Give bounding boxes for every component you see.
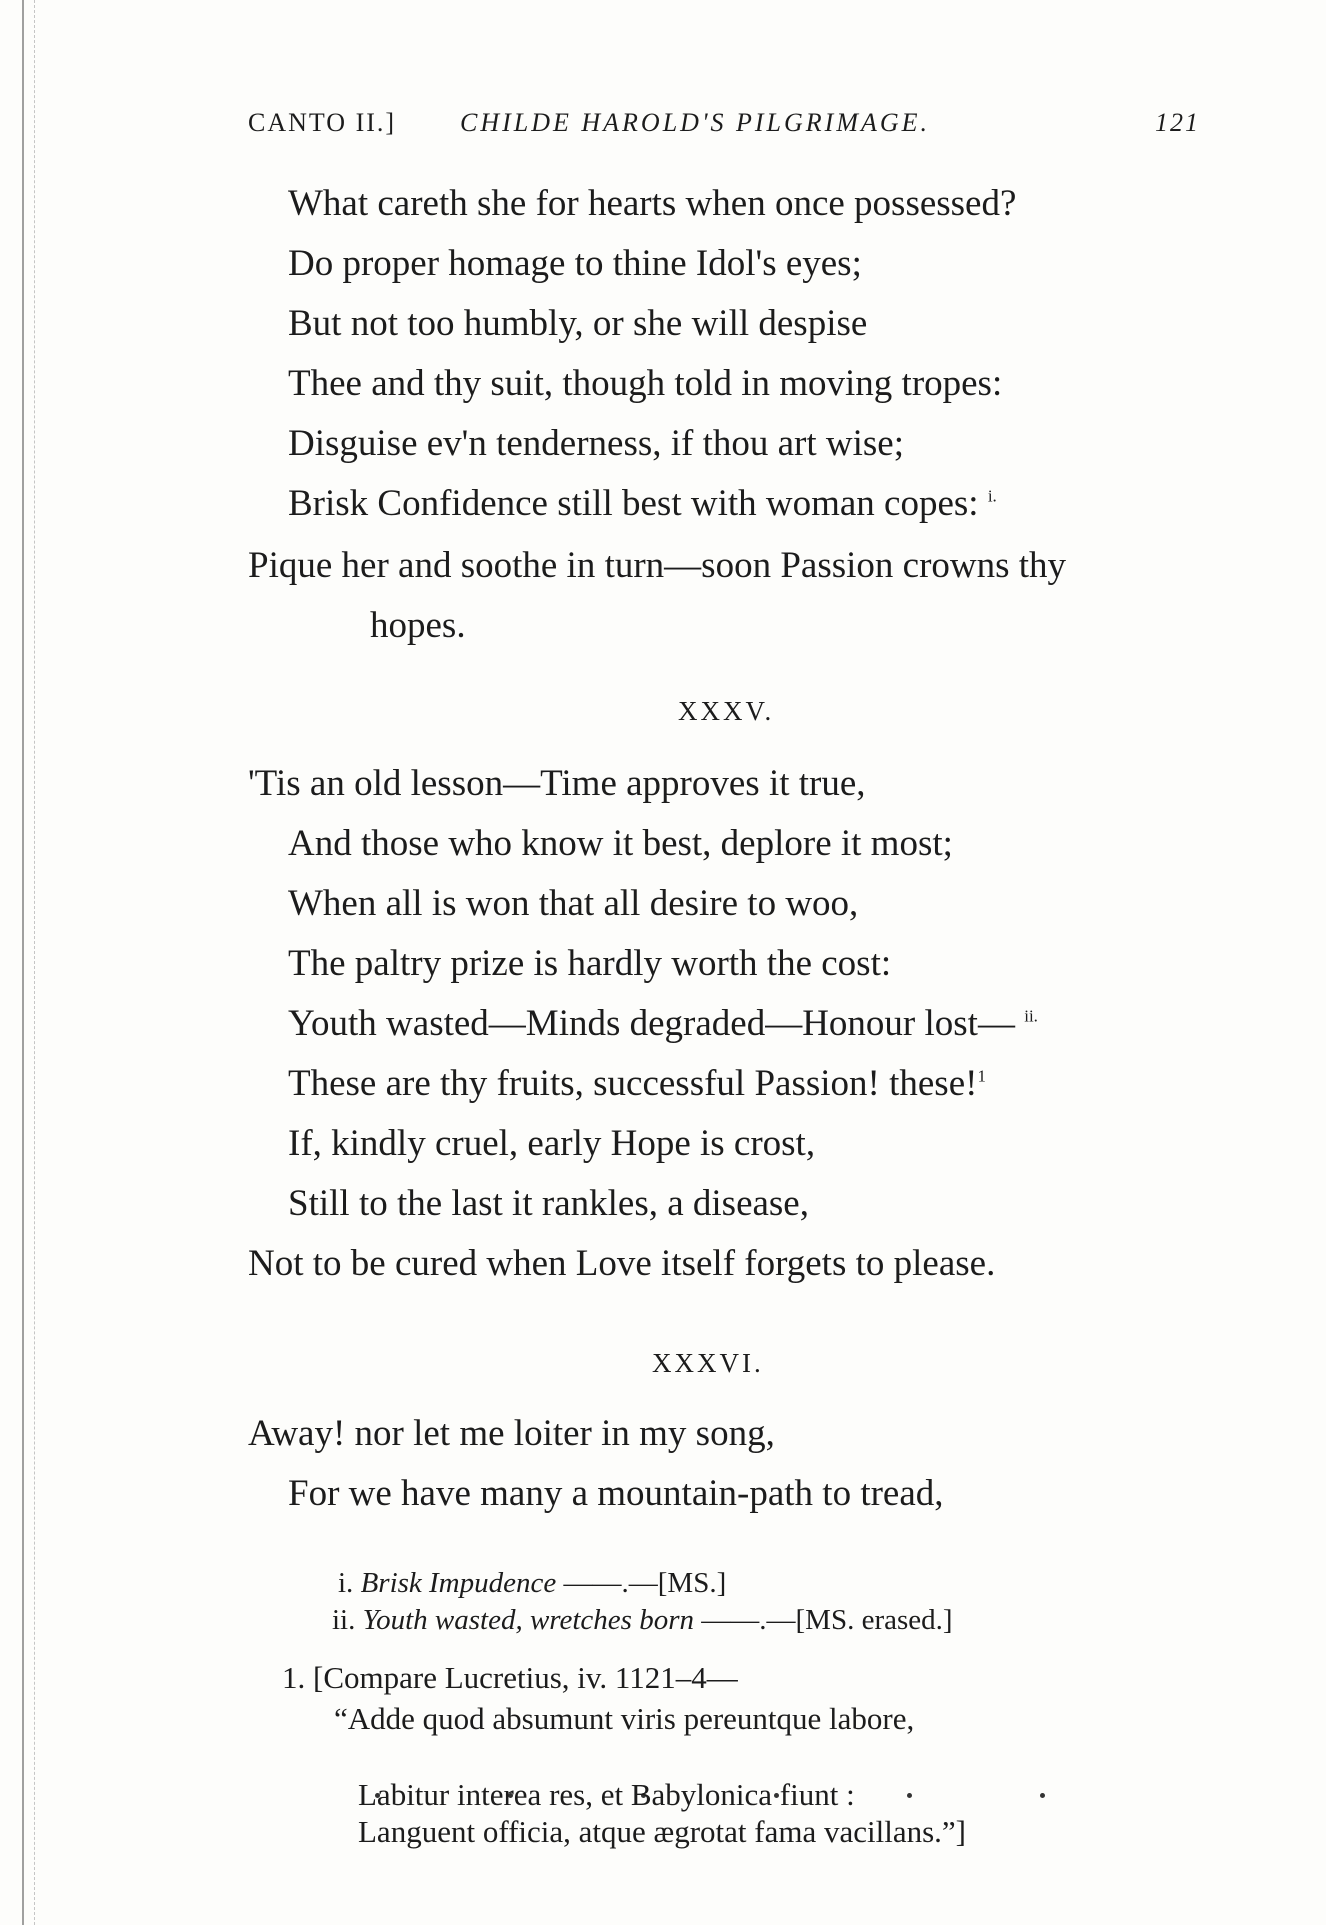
verse-line: But not too humbly, or she will despise xyxy=(288,303,868,344)
variant-source: ——.—[MS. erased.] xyxy=(701,1604,953,1636)
footnote-intro: [Compare Lucretius, iv. 1121–4— xyxy=(313,1660,738,1695)
verse-line: 'Tis an old lesson—Time approves it true, xyxy=(248,763,866,804)
verse-line: Pique her and soothe in turn—soon Passion crowns thy xyxy=(248,545,1067,586)
footnote-quote-line: Languent officia, atque ægrotat fama vacillans.”] xyxy=(358,1814,966,1849)
variant-text: Brisk Impudence xyxy=(360,1567,557,1599)
stanza-number: XXXVI. xyxy=(652,1348,764,1378)
verse-text: These are thy fruits, successful Passion! these! xyxy=(288,1063,978,1104)
verse-line: If, kindly cruel, early Hope is crost, xyxy=(288,1123,816,1164)
verse-text: Brisk Confidence still best with woman copes: xyxy=(288,483,979,524)
verse-line: For we have many a mountain-path to tread, xyxy=(288,1473,944,1514)
note-marker: i. xyxy=(987,486,997,506)
verse-line xyxy=(288,1002,1038,1046)
footnote-1 xyxy=(282,1660,738,1696)
header-canto: CANTO II.] xyxy=(248,108,397,137)
variant-note xyxy=(338,1565,726,1601)
note-marker: 1 xyxy=(977,1066,986,1086)
verse-line: Thee and thy suit, though told in moving tropes: xyxy=(288,363,1003,404)
verse-line: When all is won that all desire to woo, xyxy=(288,883,859,924)
variant-note xyxy=(332,1602,953,1638)
ellipsis-dot xyxy=(1040,1793,1045,1798)
verse-line: Still to the last it rankles, a disease, xyxy=(288,1183,809,1224)
variant-text: Youth wasted, wretches born xyxy=(362,1604,695,1636)
footnote-quote-line: “Adde quod absumunt viris pereuntque labore, xyxy=(334,1701,915,1736)
verse-line: Not to be cured when Love itself forgets to please. xyxy=(248,1243,996,1284)
verse-text: Youth wasted—Minds degraded—Honour lost— xyxy=(288,1003,1015,1044)
verse-line-turnover: hopes. xyxy=(370,605,466,646)
verse-line xyxy=(288,1062,986,1106)
page-binding-edge xyxy=(22,0,35,1925)
running-header xyxy=(248,108,1200,148)
ellipsis-dot xyxy=(907,1793,912,1798)
verse-line: The paltry prize is hardly worth the cost: xyxy=(288,943,892,984)
verse-line: And those who know it best, deplore it most; xyxy=(288,823,953,864)
verse-line: Do proper homage to thine Idol's eyes; xyxy=(288,243,862,284)
page-number: 121 xyxy=(1155,108,1200,137)
header-title: CHILDE HAROLD'S PILGRIMAGE. xyxy=(460,108,931,137)
verse-line: What careth she for hearts when once possessed? xyxy=(288,183,1017,224)
footnote-label: 1. xyxy=(282,1660,306,1695)
verse-line: Disguise ev'n tenderness, if thou art wise; xyxy=(288,423,905,464)
verse-line: Away! nor let me loiter in my song, xyxy=(248,1413,775,1454)
footnote-quote-line: Labitur interea res, et Babylonica fiunt : xyxy=(358,1777,855,1812)
variant-label: ii. xyxy=(332,1604,356,1636)
variant-label: i. xyxy=(338,1567,354,1599)
variant-source: ——.—[MS.] xyxy=(563,1567,727,1599)
note-marker: ii. xyxy=(1024,1006,1038,1026)
stanza-number: XXXV. xyxy=(678,696,775,726)
verse-line xyxy=(288,482,997,526)
